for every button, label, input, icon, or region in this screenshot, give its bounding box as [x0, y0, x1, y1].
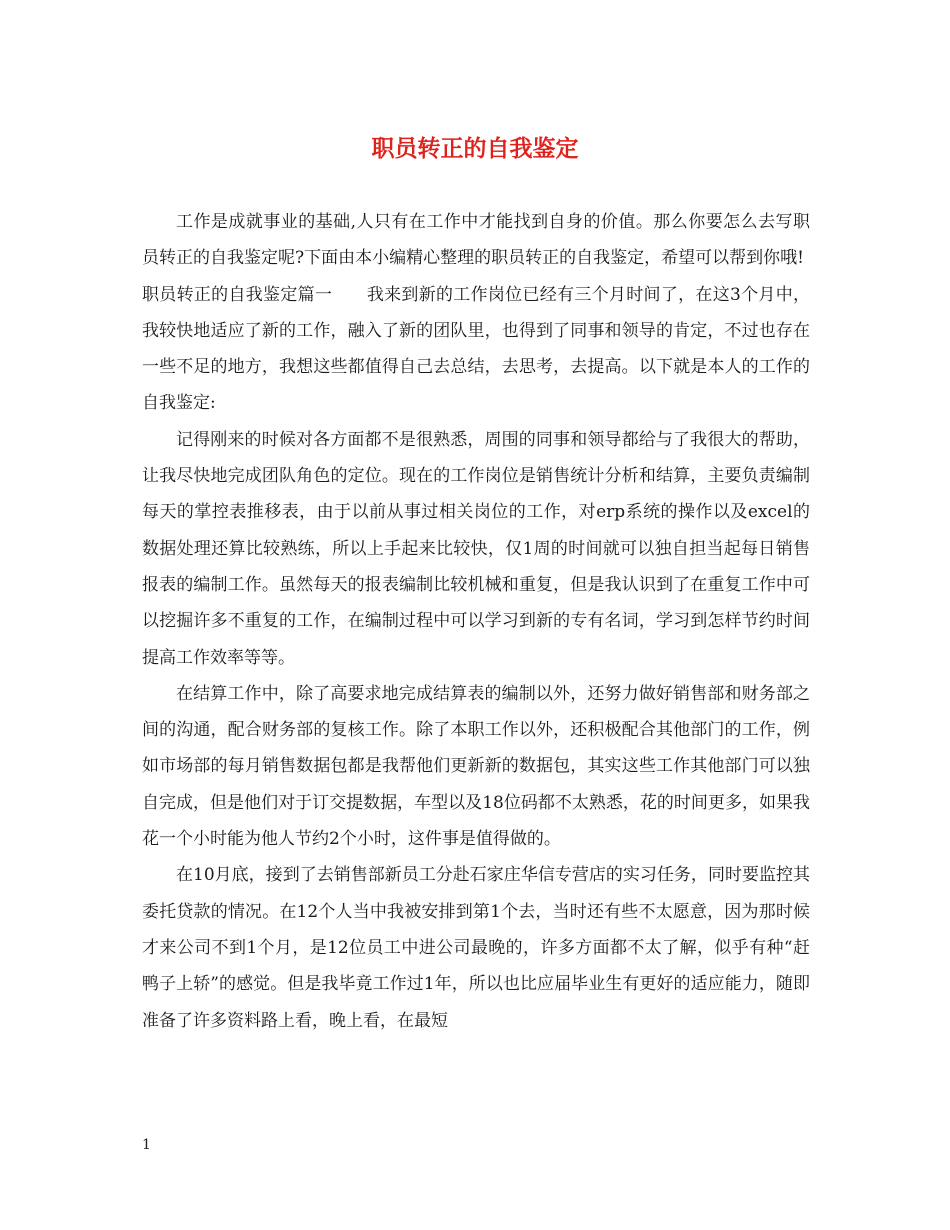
paragraph-internship: 在10月底，接到了去销售部新员工分赴石家庄华信专营店的实习任务，同时要监控其委托贷款的情况。在12个人当中我被安排到第1个去，当时还有些不太愿意，因为那时候才来公司不到1个月，是12位员工中进公司最晚的，许多方面都不太了解，似乎有种“赶鸭子上轿”的感觉。但是我毕竟工作过1年，所以也比应届毕业生有更好的适应能力，随即准备了许多资料路上看，晚上看，在最短	[142, 865, 810, 1031]
page-number: 1	[142, 1137, 151, 1153]
paragraph-section-one: 职员转正的自我鉴定篇一 我来到新的工作岗位已经有三个月时间了，在这3个月中，我较快地适应了新的工作，融入了新的团队里，也得到了同事和领导的肯定，不过也存在一些不足的地方，我想这些都值得自己去总结，去思考，去提高。以下就是本人的工作的自我鉴定:	[142, 284, 810, 414]
paragraph-work-summary: 记得刚来的时候对各方面都不是很熟悉，周围的同事和领导都给与了我很大的帮助，让我尽快地完成团队角色的定位。现在的工作岗位是销售统计分析和结算，主要负责编制每天的掌控表推移表，由于以前从事过相关岗位的工作，对erp系统的操作以及excel的数据处理还算比较熟练，所以上手起来比较快，仅1周的时间就可以独自担当起每日销售报表的编制工作。虽然每天的报表编制比较机械和重复，但是我认识到了在重复工作中可以挖掘许多不重复的工作，在编制过程中可以学习到新的专有名词，学习到怎样节约时间提高工作效率等等。	[142, 429, 810, 668]
paragraph-settlement: 在结算工作中，除了高要求地完成结算表的编制以外，还努力做好销售部和财务部之间的沟通，配合财务部的复核工作。除了本职工作以外，还积极配合其他部门的工作，例如市场部的每月销售数据包都是我帮他们更新新的数据包，其实这些工作其他部门可以独自完成，但是他们对于订交提数据，车型以及18位码都不太熟悉，花的时间更多，如果我花一个小时能为他人节约2个小时，这件事是值得做的。	[142, 683, 810, 850]
paragraph-intro: 工作是成就事业的基础,人只有在工作中才能找到自身的价值。那么你要怎么去写职员转正的自我鉴定呢?下面由本小编精心整理的职员转正的自我鉴定，希望可以帮到你哦!	[142, 212, 810, 269]
document-body	[142, 204, 810, 1039]
document-title: 职员转正的自我鉴定	[371, 135, 579, 162]
